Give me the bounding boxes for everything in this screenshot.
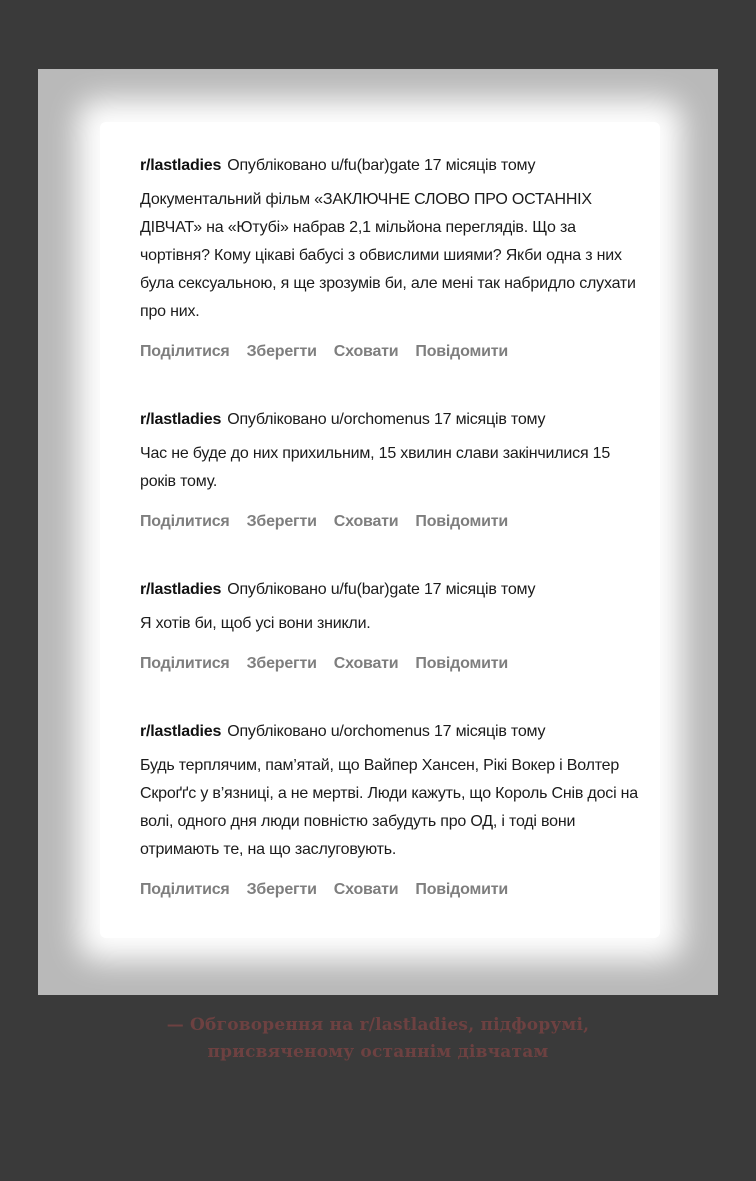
report-link[interactable]: Повідомити: [415, 343, 509, 360]
share-link[interactable]: Поділитися: [140, 655, 230, 672]
caption-line-1: — Обговорення на r/lastladies, підфорумі,: [166, 1015, 590, 1035]
post-header: [140, 152, 642, 180]
report-link[interactable]: Повідомити: [415, 881, 509, 898]
subreddit-link[interactable]: r/lastladies: [140, 157, 222, 174]
post-header: [140, 718, 642, 746]
caption-line-2: присвяченому останнім дівчатам: [207, 1042, 549, 1062]
forum-post: [140, 718, 642, 904]
post-body: Будь терплячим, пам’ятай, що Вайпер Хансен, Рікі Вокер і Волтер Скроґґс у в’язниці, а не мертві. Люди кажуть, що Король Снів досі на волі, одного дня люди повністю забудуть про ОД, і тоді вони отримають те, на що заслуговують.: [140, 757, 639, 858]
forum-posts-panel: [100, 122, 660, 938]
subreddit-link[interactable]: r/lastladies: [140, 411, 222, 428]
post-body: Я хотів би, щоб усі вони зникли.: [140, 615, 371, 632]
hide-link[interactable]: Сховати: [333, 343, 399, 360]
report-link[interactable]: Повідомити: [415, 513, 509, 530]
post-header: [140, 576, 642, 604]
subreddit-link[interactable]: r/lastladies: [140, 723, 222, 740]
post-meta: Опубліковано u/orchomenus 17 місяців тому: [227, 411, 546, 428]
hide-link[interactable]: Сховати: [333, 655, 399, 672]
hide-link[interactable]: Сховати: [333, 881, 399, 898]
book-page: [38, 69, 718, 995]
subreddit-link[interactable]: r/lastladies: [140, 581, 222, 598]
forum-post: [140, 576, 642, 678]
post-body: Документальний фільм «ЗАКЛЮЧНЕ СЛОВО ПРО ОСТАННІХ ДІВЧАТ» на «Ютубі» набрав 2,1 мільйона переглядів. Що за чортівня? Кому цікаві бабусі з обвислими шиями? Якби одна з них була сексуальною, я ще зрозумів би, але мені так набридло слухати про них.: [140, 191, 636, 320]
book-caption: [0, 1012, 756, 1066]
share-link[interactable]: Поділитися: [140, 343, 230, 360]
forum-post: [140, 406, 642, 536]
save-link[interactable]: Зберегти: [246, 881, 317, 898]
post-meta: Опубліковано u/fu(bar)gate 17 місяців тому: [227, 581, 536, 598]
post-actions: [140, 650, 642, 678]
post-body: Час не буде до них прихильним, 15 хвилин слави закінчилися 15 років тому.: [140, 445, 611, 490]
share-link[interactable]: Поділитися: [140, 881, 230, 898]
post-actions: [140, 876, 642, 904]
post-actions: [140, 338, 642, 366]
hide-link[interactable]: Сховати: [333, 513, 399, 530]
forum-post: [140, 152, 642, 366]
save-link[interactable]: Зберегти: [246, 343, 317, 360]
post-header: [140, 406, 642, 434]
post-actions: [140, 508, 642, 536]
post-meta: Опубліковано u/orchomenus 17 місяців тому: [227, 723, 546, 740]
save-link[interactable]: Зберегти: [246, 513, 317, 530]
share-link[interactable]: Поділитися: [140, 513, 230, 530]
post-meta: Опубліковано u/fu(bar)gate 17 місяців тому: [227, 157, 536, 174]
save-link[interactable]: Зберегти: [246, 655, 317, 672]
report-link[interactable]: Повідомити: [415, 655, 509, 672]
